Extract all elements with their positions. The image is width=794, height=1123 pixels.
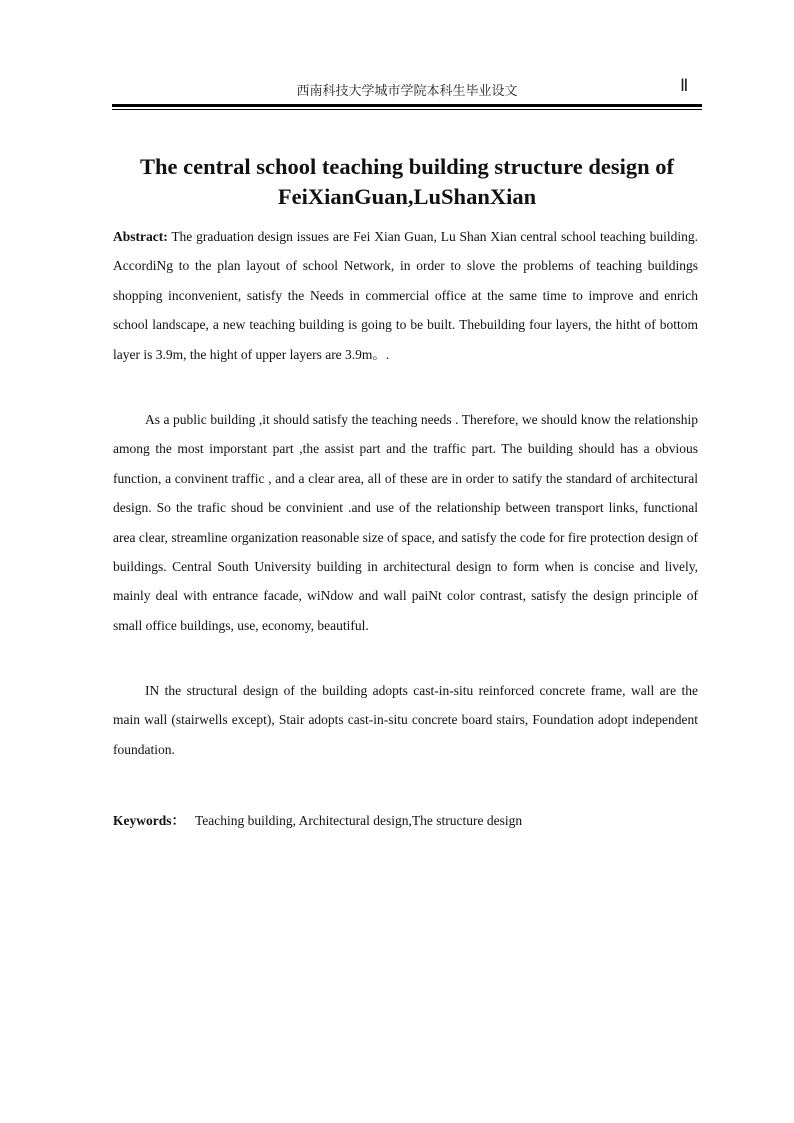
abstract-paragraph-2: As a public building ,it should satisfy the teaching needs . Therefore, we should know the relationship among the most imporstant part ,the assist part and the traffic part. The building should has a obvious function, a convinent traffic , and a clear area, all of these are in order to satify the standard of architectural design. So the trafic shoud be convinient .and use of the relationship between transport links, functional area clear, streamline organization reasonable size of space, and satisfy the code for fire protection design of buildings. Central South University building in architectural design to form when is concise and lively, mainly deal with entrance facade, wiNdow and wall paiNt color contrast, satisfy the design principle of small office buildings, use, economy, beautiful. [113, 412, 698, 633]
abstract-paragraph-3: IN the structural design of the building adopts cast-in-situ reinforced concrete frame, wall are the main wall (stairwells except), Stair adopts cast-in-situ concrete board stairs, Foundation adopt independent foundation. [113, 683, 698, 757]
keywords-label: Keywords： [113, 813, 185, 828]
keywords-line [113, 806, 698, 835]
running-header-title: 西南科技大学城市学院本科生毕业设文 [296, 84, 518, 99]
abstract-label: Abstract: [113, 229, 168, 244]
abstract-paragraph [113, 222, 698, 369]
header-rule-thick [112, 104, 702, 107]
header-rule-thin [112, 109, 702, 110]
abstract-text: The graduation design issues are Fei Xian Guan, Lu Shan Xian central school teaching building. AccordiNg to the plan layout of school Network, in order to slove the problems of teaching buildings shopping inconvenient, satisfy the Needs in commercial office at the same time to improve and enrich school landscape, a new teaching building is going to be built. Thebuilding four layers, the hitht of bottom layer is 3.9m, the hight of upper layers are 3.9m。. [113, 229, 698, 362]
document-title: The central school teaching building structure design of FeiXianGuan,LuShanXian [140, 154, 674, 209]
keywords-text: Teaching building, Architectural design,The structure design [195, 813, 523, 828]
page-number: Ⅱ [680, 76, 689, 95]
